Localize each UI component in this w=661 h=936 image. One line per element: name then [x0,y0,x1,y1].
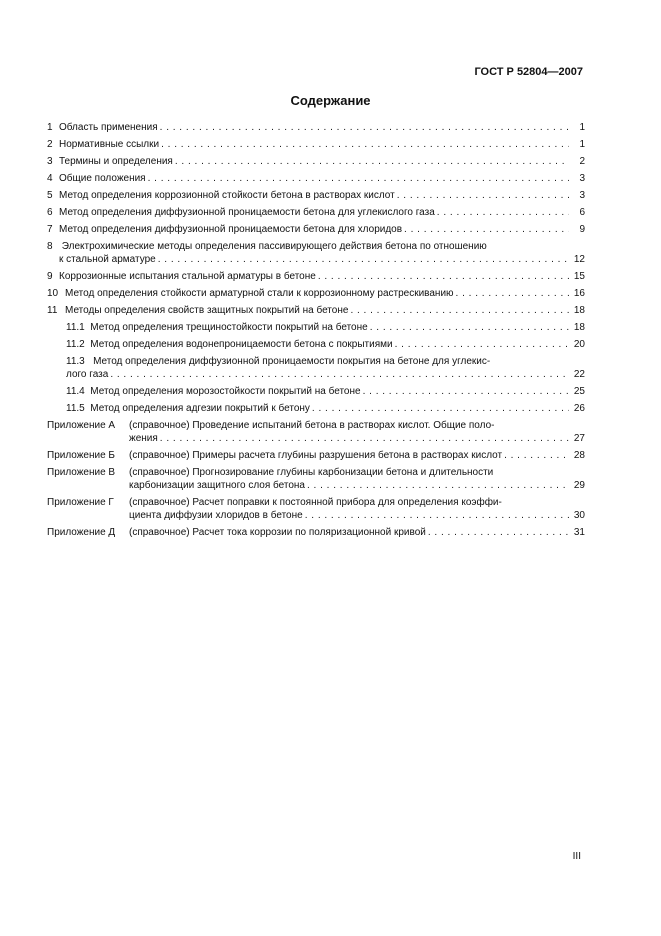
toc-title-continuation: циента диффузии хлоридов в бетоне [129,510,303,521]
toc-leader [305,509,569,522]
toc-title: Метод определения диффузионной проницаемости бетона для углекислого газа [59,207,435,218]
toc-title: Общие положения [59,173,146,184]
toc-leader [175,155,569,168]
toc-leader [456,287,569,300]
toc-page: 18 [573,322,585,333]
page-title: Содержание [290,93,371,108]
toc-leader [158,253,569,266]
toc-page: 27 [573,433,585,444]
toc-page: 29 [573,480,585,491]
toc-appendix[interactable] [47,419,585,445]
toc-entry[interactable] [47,189,585,202]
toc-number: 11.1 [66,322,85,333]
appendix-label: Приложение Д [47,527,116,538]
toc-leader [148,172,569,185]
toc-title: Метод определения диффузионной проницаемости бетона для хлоридов [59,224,403,235]
toc-title: Электрохимические методы определения пассивирующего действия бетона по отношению [61,241,487,252]
toc-number: 11.2 [66,339,85,350]
toc-subentry[interactable] [47,355,585,381]
standard-number: ГОСТ Р 52804—2007 [474,66,583,78]
toc-page: 9 [579,224,585,235]
appendix-label: Приложение Г [47,497,114,508]
toc-number: 8 [47,241,53,252]
toc-number: 2 [47,139,53,150]
toc-title: Коррозионные испытания стальной арматуры в бетоне [59,271,316,282]
toc-title: Метод определения коррозионной стойкости бетона в растворах кислот [59,190,395,201]
toc-leader [160,432,569,445]
toc-number: 5 [47,190,53,201]
toc-title: Метод определения трещиностойкости покрытий на бетоне [90,322,368,333]
toc-title: (справочное) Проведение испытаний бетона в растворах кислот. Общие поло- [129,420,495,431]
toc-appendix[interactable] [47,449,585,462]
toc-appendix[interactable] [47,496,585,522]
toc-title: (справочное) Примеры расчета глубины разрушения бетона в растворах кислот [129,450,503,461]
toc-leader [312,402,569,415]
toc-number: 11.3 [66,356,85,367]
toc-subentry[interactable] [47,385,585,398]
toc-title: Метод определения водонепроницаемости бетона с покрытиями [90,339,393,350]
toc-page: 30 [573,510,585,521]
toc-page: 2 [579,156,585,167]
toc-leader [504,449,569,462]
page-number: III [572,851,581,862]
toc-leader [395,338,569,351]
toc-leader [404,223,569,236]
toc-entry[interactable] [47,138,585,151]
toc-title: (справочное) Расчет поправки к постоянной прибора для определения коэффи- [129,497,502,508]
toc-leader [370,321,569,334]
toc-number: 10 [47,288,59,299]
toc-number: 1 [47,122,53,133]
toc-page: 25 [573,386,585,397]
toc-page: 15 [573,271,585,282]
toc-title: Нормативные ссылки [59,139,160,150]
toc-title: (справочное) Прогнозирование глубины карбонизации бетона и длительности [129,467,494,478]
appendix-label: Приложение В [47,467,116,478]
toc-page: 1 [579,139,585,150]
toc-title: (справочное) Расчет тока коррозии по поляризационной кривой [129,527,426,538]
toc-number: 11 [47,305,58,316]
toc-page: 26 [573,403,585,414]
toc-subentry[interactable] [47,321,585,334]
toc-leader [350,304,569,317]
toc-leader [110,368,569,381]
toc-page: 18 [573,305,585,316]
toc-title-continuation: к стальной арматуре [59,254,156,265]
toc-leader [161,138,569,151]
toc-entry[interactable] [47,206,585,219]
toc-number: 11.5 [66,403,85,414]
toc-page: 6 [579,207,585,218]
toc-entry[interactable] [47,304,585,317]
toc-subentry[interactable] [47,338,585,351]
toc-title: Метод определения адгезии покрытий к бетону [90,403,310,414]
toc-entry[interactable] [47,223,585,236]
toc-leader [437,206,569,219]
appendix-label: Приложение А [47,420,116,431]
toc-page: 22 [573,369,585,380]
toc-entry[interactable] [47,240,585,266]
toc-page: 3 [579,173,585,184]
toc-title-continuation: жения [129,433,158,444]
toc-leader [428,526,569,539]
toc-page: 12 [573,254,585,265]
toc-leader [397,189,569,202]
toc-subentry[interactable] [47,402,585,415]
toc-entry[interactable] [47,270,585,283]
toc-number: 3 [47,156,53,167]
toc-page: 16 [573,288,585,299]
toc-title-continuation: лого газа [66,369,109,380]
toc-title: Метод определения стойкости арматурной стали к коррозионному растрескиванию [65,288,454,299]
toc-page: 31 [573,527,585,538]
toc-page: 28 [573,450,585,461]
toc-leader [307,479,569,492]
toc-number: 9 [47,271,53,282]
toc-number: 7 [47,224,53,235]
toc-title: Область применения [59,122,158,133]
toc-entry[interactable] [47,121,585,134]
toc-appendix[interactable] [47,466,585,492]
toc-leader [160,121,569,134]
toc-leader [363,385,569,398]
toc-title-continuation: карбонизации защитного слоя бетона [129,480,305,491]
toc-title: Методы определения свойств защитных покрытий на бетоне [65,305,349,316]
toc-appendix[interactable] [47,526,585,539]
toc-entry[interactable] [47,172,585,185]
toc-title: Метод определения морозостойкости покрытий на бетоне [90,386,361,397]
toc-entry[interactable] [47,287,585,300]
toc-page: 20 [573,339,585,350]
toc-entry[interactable] [47,155,585,168]
toc-number: 6 [47,207,53,218]
toc-number: 11.4 [66,386,85,397]
toc-leader [318,270,569,283]
toc-page: 1 [579,122,585,133]
toc-title: Термины и определения [59,156,173,167]
appendix-label: Приложение Б [47,450,115,461]
toc-title: Метод определения диффузионной проницаемости покрытия на бетоне для углекис- [93,356,491,367]
table-of-contents [47,121,585,543]
toc-number: 4 [47,173,53,184]
toc-page: 3 [579,190,585,201]
